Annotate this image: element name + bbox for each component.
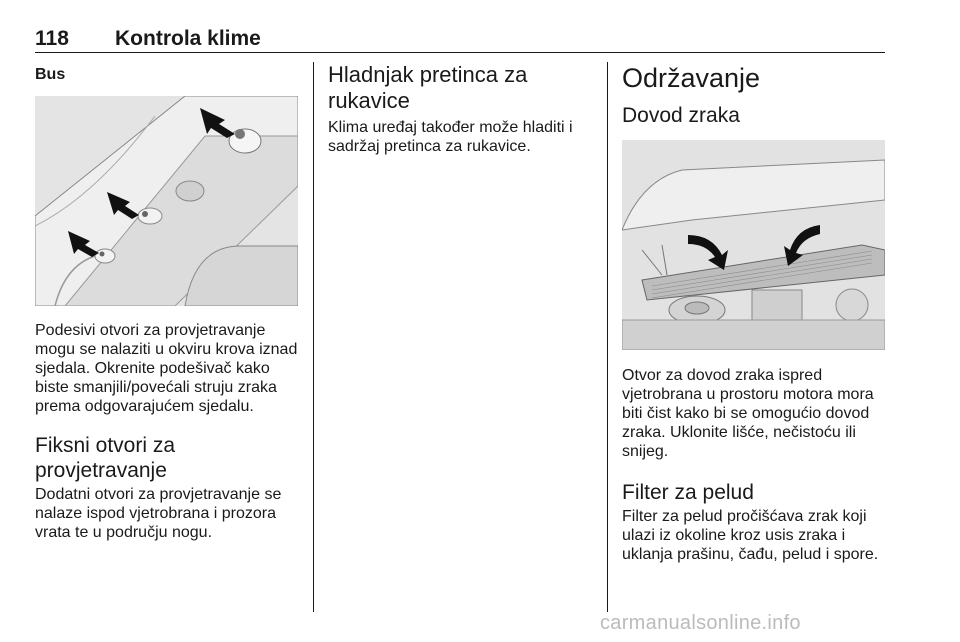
page-number: 118 bbox=[35, 27, 69, 50]
maintenance-heading: Održavanje bbox=[622, 63, 761, 93]
pollen-filter-paragraph: Filter za pelud pročišćava zrak koji ulazi iz okoline kroz usis zraka i uklanja prašinu, čađu, pelud i spore. bbox=[622, 508, 879, 563]
column-divider-1 bbox=[313, 62, 314, 612]
column-3-text bbox=[622, 366, 887, 564]
glovebox-cooling-paragraph: Klima uređaj također može hladiti i sadržaj pretinca za rukavice. bbox=[328, 119, 573, 155]
header-rule bbox=[35, 52, 885, 53]
air-intake-heading: Dovod zraka bbox=[622, 104, 740, 127]
air-intake-figure bbox=[622, 140, 885, 350]
column-3 bbox=[622, 62, 887, 128]
roof-vents-figure bbox=[35, 96, 298, 306]
chapter-title: Kontrola klime bbox=[115, 27, 261, 50]
column-divider-2 bbox=[607, 62, 608, 612]
column-1-text bbox=[35, 321, 303, 542]
bus-label: Bus bbox=[35, 66, 66, 83]
column-2 bbox=[328, 62, 593, 156]
glovebox-cooling-heading: Hladnjak pretinca za rukavice bbox=[328, 62, 528, 113]
roof-vents-icon bbox=[35, 96, 298, 306]
page-header bbox=[35, 27, 885, 51]
bus-vents-paragraph: Podesivi otvori za provjetravanje mogu se nalaziti u okviru krova iznad sjedala. Okrenite podešivač kako biste smanjili/povećali struju zraka prema odgovarajućem sjedalu. bbox=[35, 322, 298, 415]
fixed-vents-heading: Fiksni otvori za provjetravanje bbox=[35, 434, 176, 482]
pollen-filter-heading: Filter za pelud bbox=[622, 481, 754, 504]
column-1 bbox=[35, 62, 300, 92]
watermark: carmanualsonline.info bbox=[600, 612, 801, 634]
fixed-vents-paragraph: Dodatni otvori za provjetravanje se nalaze ispod vjetrobrana i prozora vrata te u području nogu. bbox=[35, 486, 282, 541]
air-intake-icon bbox=[622, 140, 885, 350]
air-intake-paragraph: Otvor za dovod zraka ispred vjetrobrana u prostoru motora mora biti čist kako bi se omogućio dovod zraka. Uklonite lišće, nečistoću ili snijeg. bbox=[622, 367, 874, 460]
